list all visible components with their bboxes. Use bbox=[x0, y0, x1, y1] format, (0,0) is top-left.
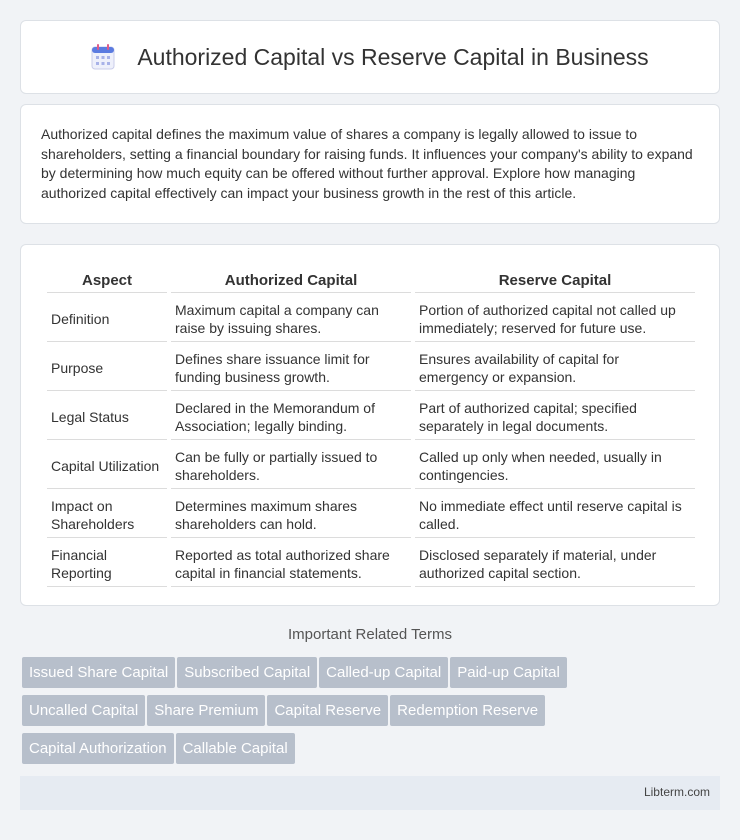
table-cell: Purpose bbox=[47, 344, 167, 391]
table-cell: Called up only when needed, usually in contingencies. bbox=[415, 442, 695, 489]
comparison-card bbox=[20, 244, 720, 606]
header-card bbox=[20, 20, 720, 94]
table-cell: Declared in the Memorandum of Association; legally binding. bbox=[171, 393, 411, 440]
footer-link[interactable]: Libterm.com bbox=[643, 785, 710, 799]
tag-paid-up-capital[interactable]: Paid-up Capital bbox=[450, 657, 567, 688]
table-row bbox=[47, 344, 695, 391]
table-cell: Impact on Shareholders bbox=[47, 491, 167, 538]
table-row bbox=[47, 442, 695, 489]
table-cell: Capital Utilization bbox=[47, 442, 167, 489]
table-cell: Can be fully or partially issued to shareholders. bbox=[171, 442, 411, 489]
related-terms-title: Important Related Terms bbox=[288, 626, 452, 643]
column-header: Authorized Capital bbox=[171, 269, 411, 293]
table-cell: Part of authorized capital; specified separately in legal documents. bbox=[415, 393, 695, 440]
column-header: Reserve Capital bbox=[415, 269, 695, 293]
table-cell: Disclosed separately if material, under authorized capital section. bbox=[415, 540, 695, 587]
column-header: Aspect bbox=[47, 269, 167, 293]
table-row bbox=[47, 393, 695, 440]
page-title: Authorized Capital vs Reserve Capital in Business bbox=[137, 43, 649, 70]
tag-subscribed-capital[interactable]: Subscribed Capital bbox=[177, 657, 317, 688]
table-row bbox=[47, 491, 695, 538]
table-cell: Defines share issuance limit for funding business growth. bbox=[171, 344, 411, 391]
table-cell: Definition bbox=[47, 295, 167, 342]
tag-called-up-capital[interactable]: Called-up Capital bbox=[319, 657, 448, 688]
table-cell: Portion of authorized capital not called up immediately; reserved for future use. bbox=[415, 295, 695, 342]
tag-capital-authorization[interactable]: Capital Authorization bbox=[22, 733, 174, 764]
related-terms-list bbox=[22, 657, 722, 771]
comparison-table bbox=[43, 267, 699, 589]
table-cell: Legal Status bbox=[47, 393, 167, 440]
tag-share-premium[interactable]: Share Premium bbox=[147, 695, 265, 726]
table-cell: No immediate effect until reserve capital is called. bbox=[415, 491, 695, 538]
tag-issued-share-capital[interactable]: Issued Share Capital bbox=[22, 657, 175, 688]
calendar-icon bbox=[91, 44, 115, 70]
table-row bbox=[47, 295, 695, 342]
table-cell: Determines maximum shares shareholders can hold. bbox=[171, 491, 411, 538]
table-cell: Ensures availability of capital for emergency or expansion. bbox=[415, 344, 695, 391]
table-row bbox=[47, 540, 695, 587]
footer bbox=[20, 776, 720, 810]
table-cell: Maximum capital a company can raise by issuing shares. bbox=[171, 295, 411, 342]
intro-card bbox=[20, 104, 720, 224]
intro-text: Authorized capital defines the maximum value of shares a company is legally allowed to issue to shareholders, setting a financial boundary for raising funds. It influences your company's ability to expand by determining how much equity can be offered without further approval. Explore how managing authorized capital effectively can impact your business growth in the rest of this article. bbox=[41, 126, 693, 201]
table-cell: Reported as total authorized share capital in financial statements. bbox=[171, 540, 411, 587]
table-cell: Financial Reporting bbox=[47, 540, 167, 587]
table-header-row bbox=[47, 269, 695, 293]
tag-uncalled-capital[interactable]: Uncalled Capital bbox=[22, 695, 145, 726]
tag-callable-capital[interactable]: Callable Capital bbox=[176, 733, 295, 764]
tag-capital-reserve[interactable]: Capital Reserve bbox=[267, 695, 388, 726]
tag-redemption-reserve[interactable]: Redemption Reserve bbox=[390, 695, 545, 726]
